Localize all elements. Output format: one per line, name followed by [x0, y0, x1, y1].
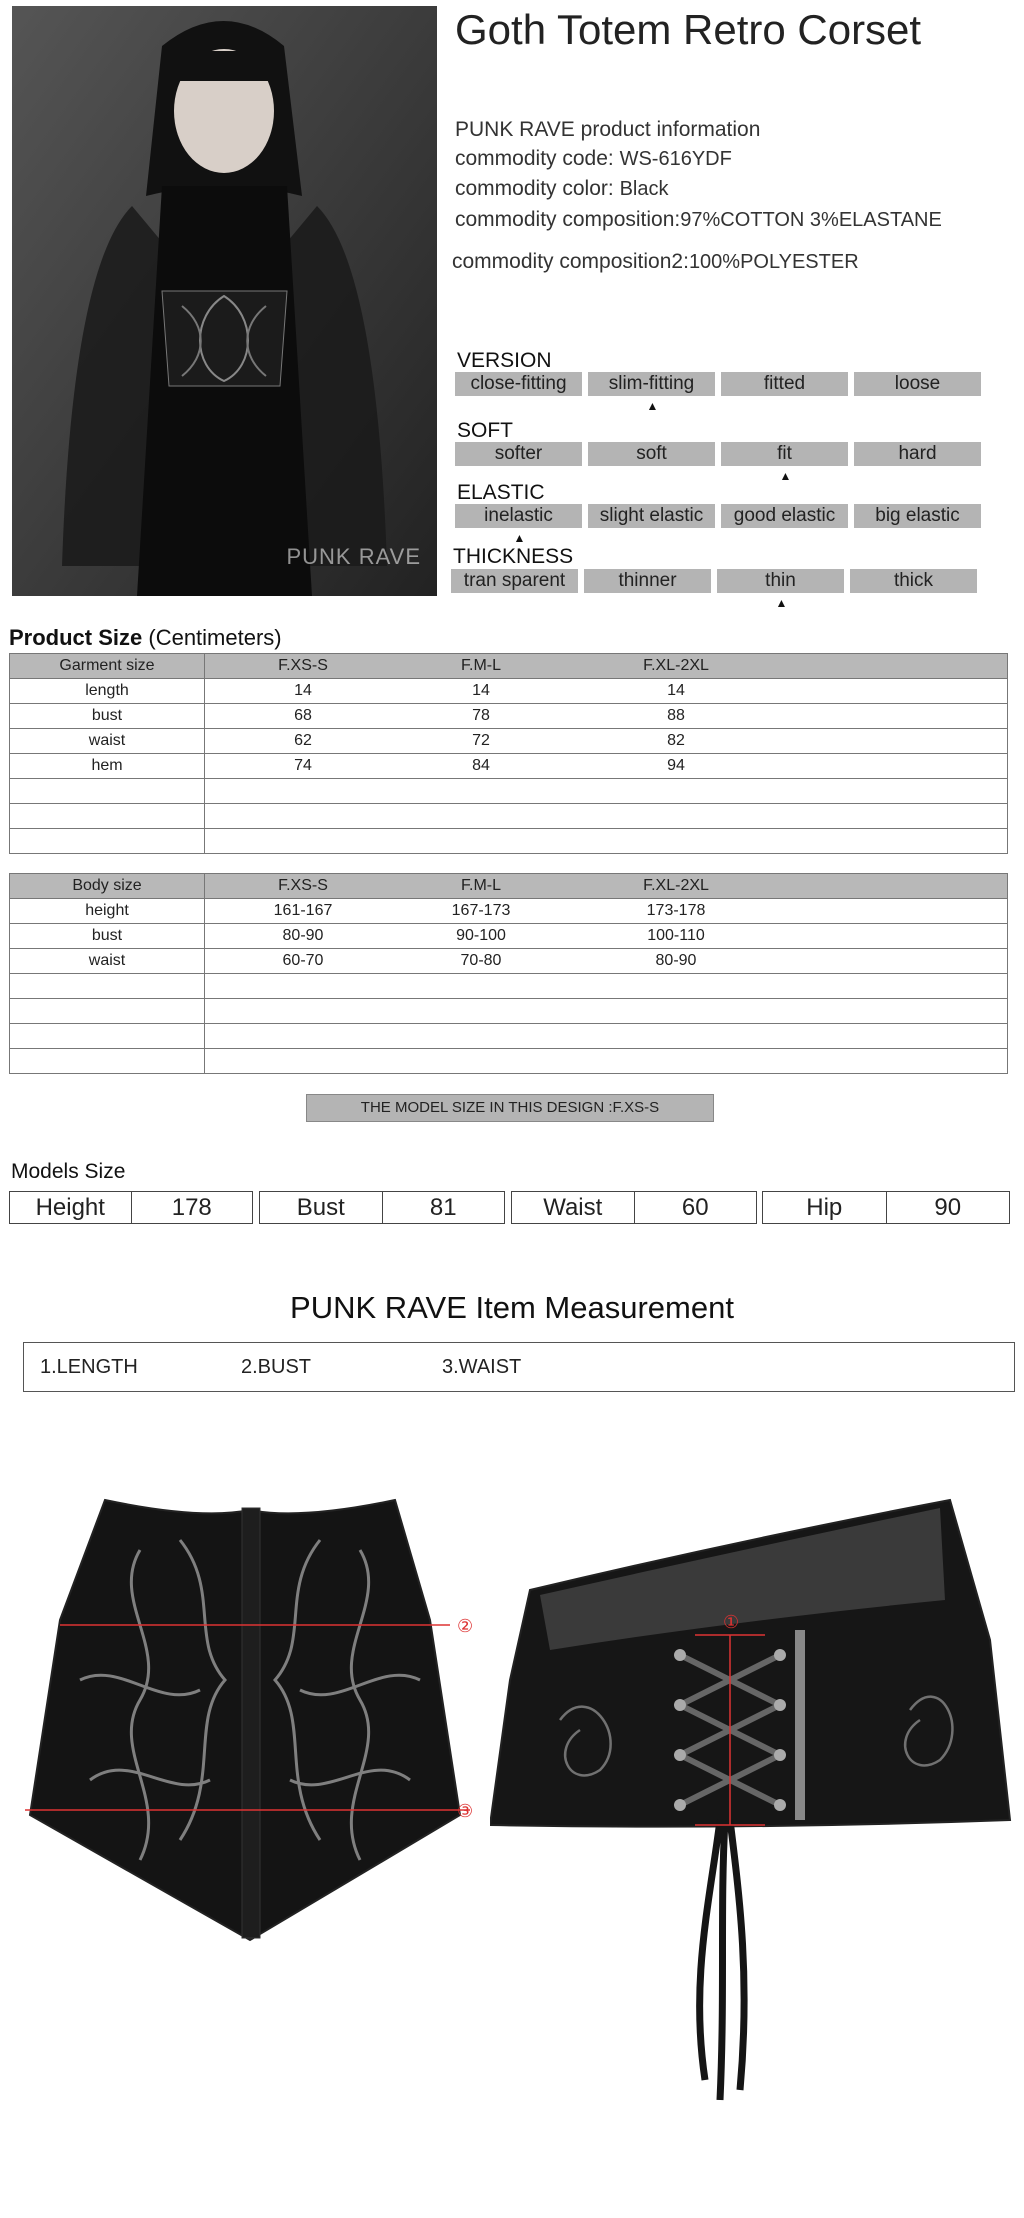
brand-line: PUNK RAVE product information — [455, 118, 761, 141]
table-cell: bust — [10, 704, 205, 729]
thickness-option: thinner — [584, 569, 711, 593]
product-size-title — [9, 625, 282, 651]
elastic-option: slight elastic — [588, 504, 715, 528]
table-cell: length — [10, 679, 205, 704]
composition-value: 97%COTTON 3%ELASTANE — [680, 209, 942, 231]
soft-option: softer — [455, 442, 582, 466]
cell-value: 167-173 — [451, 902, 511, 919]
corset-back-image — [490, 1480, 1020, 2120]
cell-value: 62 — [294, 732, 312, 749]
cell-value: 72 — [472, 732, 490, 749]
table-row-empty — [10, 1049, 1008, 1074]
thickness-option: tran sparent — [451, 569, 578, 593]
version-option: loose — [854, 372, 981, 396]
composition2-label: commodity composition2: — [452, 250, 689, 273]
cell-value: 78 — [472, 707, 490, 724]
table-header: Garment size — [10, 654, 205, 679]
soft-option: soft — [588, 442, 715, 466]
measurement-item-bust: 2.BUST — [241, 1356, 312, 1378]
table-cell: hem — [10, 754, 205, 779]
table-cell: waist — [10, 949, 205, 974]
marker-waist: ③ — [457, 1801, 474, 1821]
table-cell — [205, 704, 1008, 729]
elastic-scale — [455, 504, 981, 528]
marker-length: ① — [723, 1612, 740, 1632]
measurement-item-length: 1.LENGTH — [40, 1356, 138, 1378]
model-photo — [12, 6, 437, 596]
garment-size-table — [9, 653, 1008, 854]
version-option: close-fitting — [455, 372, 582, 396]
soft-scale — [455, 442, 981, 466]
model-measure-height — [9, 1191, 253, 1224]
code-value: WS-616YDF — [619, 148, 732, 170]
table-header-row — [10, 654, 1008, 679]
model-measure-waist — [511, 1191, 757, 1224]
table-cell: waist — [10, 729, 205, 754]
model-measure-value: 178 — [171, 1194, 212, 1221]
measurement-item-waist: 3.WAIST — [442, 1356, 522, 1378]
table-header-col: F.M-L — [461, 657, 501, 674]
cell-value: 74 — [294, 757, 312, 774]
table-cell — [205, 754, 1008, 779]
elastic-label: ELASTIC — [457, 481, 545, 504]
table-row-empty — [10, 779, 1008, 804]
elastic-option: inelastic — [455, 504, 582, 528]
composition-label: commodity composition: — [455, 208, 681, 231]
table-row — [10, 704, 1008, 729]
measurement-title: PUNK RAVE Item Measurement — [290, 1290, 734, 1325]
table-header — [205, 654, 1008, 679]
watermark: PUNK RAVE — [286, 544, 421, 569]
thickness-option: thick — [850, 569, 977, 593]
commodity-color — [455, 177, 668, 201]
models-size-title: Models Size — [11, 1160, 126, 1183]
elastic-option: big elastic — [854, 504, 981, 528]
cell-value: 14 — [472, 682, 490, 699]
product-title: Goth Totem Retro Corset — [455, 6, 922, 53]
thickness-selected-marker: ▲ — [775, 596, 788, 610]
cell-value: 80-90 — [282, 927, 324, 944]
code-label: commodity code: — [455, 147, 614, 170]
elastic-selected-marker: ▲ — [513, 531, 526, 545]
cell-value: 100-110 — [647, 927, 705, 944]
table-header-col: F.XL-2XL — [643, 657, 709, 674]
product-size-unit: (Centimeters) — [148, 625, 282, 650]
table-cell — [205, 729, 1008, 754]
table-row-empty — [10, 974, 1008, 999]
table-cell — [205, 899, 1008, 924]
thickness-label: THICKNESS — [453, 545, 574, 568]
table-header-col: F.XS-S — [278, 877, 328, 894]
model-measure-label: Bust — [260, 1192, 383, 1223]
commodity-code — [455, 147, 732, 171]
model-measure-label: Hip — [763, 1192, 887, 1223]
color-label: commodity color: — [455, 177, 614, 200]
model-measure-value: 90 — [934, 1194, 962, 1221]
soft-selected-marker: ▲ — [779, 469, 792, 483]
soft-label: SOFT — [457, 419, 513, 442]
table-header: Body size — [10, 874, 205, 899]
commodity-composition2 — [452, 250, 859, 274]
table-header-row — [10, 874, 1008, 899]
table-row-empty — [10, 999, 1008, 1024]
elastic-option: good elastic — [721, 504, 848, 528]
cell-value: 68 — [294, 707, 312, 724]
commodity-composition — [455, 208, 942, 232]
table-cell: bust — [10, 924, 205, 949]
thickness-scale — [451, 569, 977, 593]
version-label: VERSION — [457, 349, 552, 372]
marker-bust: ② — [457, 1616, 474, 1636]
cell-value: 80-90 — [655, 952, 697, 969]
table-row — [10, 729, 1008, 754]
cell-value: 173-178 — [646, 902, 706, 919]
cell-value: 14 — [667, 682, 685, 699]
cell-value: 14 — [294, 682, 312, 699]
table-cell — [205, 949, 1008, 974]
model-measure-label: Height — [10, 1192, 132, 1223]
table-row — [10, 924, 1008, 949]
model-measure-value: 60 — [681, 1194, 709, 1221]
cell-value: 88 — [667, 707, 685, 724]
cell-value: 60-70 — [282, 952, 324, 969]
table-header-col: F.M-L — [461, 877, 501, 894]
composition2-value: 100%POLYESTER — [688, 251, 859, 273]
cell-value: 84 — [472, 757, 490, 774]
product-size-heading: Product Size — [9, 625, 143, 650]
cell-value: 70-80 — [460, 952, 502, 969]
table-row — [10, 899, 1008, 924]
version-selected-marker: ▲ — [646, 399, 659, 413]
table-header — [205, 874, 1008, 899]
model-size-note: THE MODEL SIZE IN THIS DESIGN :F.XS-S — [306, 1094, 714, 1122]
table-row — [10, 754, 1008, 779]
soft-option: hard — [854, 442, 981, 466]
table-header-col: F.XS-S — [278, 657, 328, 674]
model-measure-value: 81 — [429, 1194, 457, 1221]
table-row — [10, 679, 1008, 704]
cell-value: 90-100 — [456, 927, 506, 944]
table-header-col: F.XL-2XL — [643, 877, 709, 894]
table-row-empty — [10, 829, 1008, 854]
model-measure-label: Waist — [512, 1192, 635, 1223]
version-option: fitted — [721, 372, 848, 396]
table-cell: height — [10, 899, 205, 924]
version-scale — [455, 372, 981, 396]
table-cell — [205, 679, 1008, 704]
table-row-empty — [10, 804, 1008, 829]
table-row-empty — [10, 1024, 1008, 1049]
soft-option: fit — [721, 442, 848, 466]
model-measure-hip — [762, 1191, 1010, 1224]
color-value: Black — [619, 178, 669, 200]
thickness-option: thin — [717, 569, 844, 593]
cell-value: 94 — [667, 757, 685, 774]
body-size-table — [9, 873, 1008, 1074]
model-photo-image — [12, 6, 437, 596]
cell-value: 82 — [667, 732, 685, 749]
table-row — [10, 949, 1008, 974]
table-cell — [205, 924, 1008, 949]
version-option: slim-fitting — [588, 372, 715, 396]
corset-front-image — [20, 1480, 480, 1960]
model-measure-bust — [259, 1191, 505, 1224]
cell-value: 161-167 — [273, 902, 333, 919]
